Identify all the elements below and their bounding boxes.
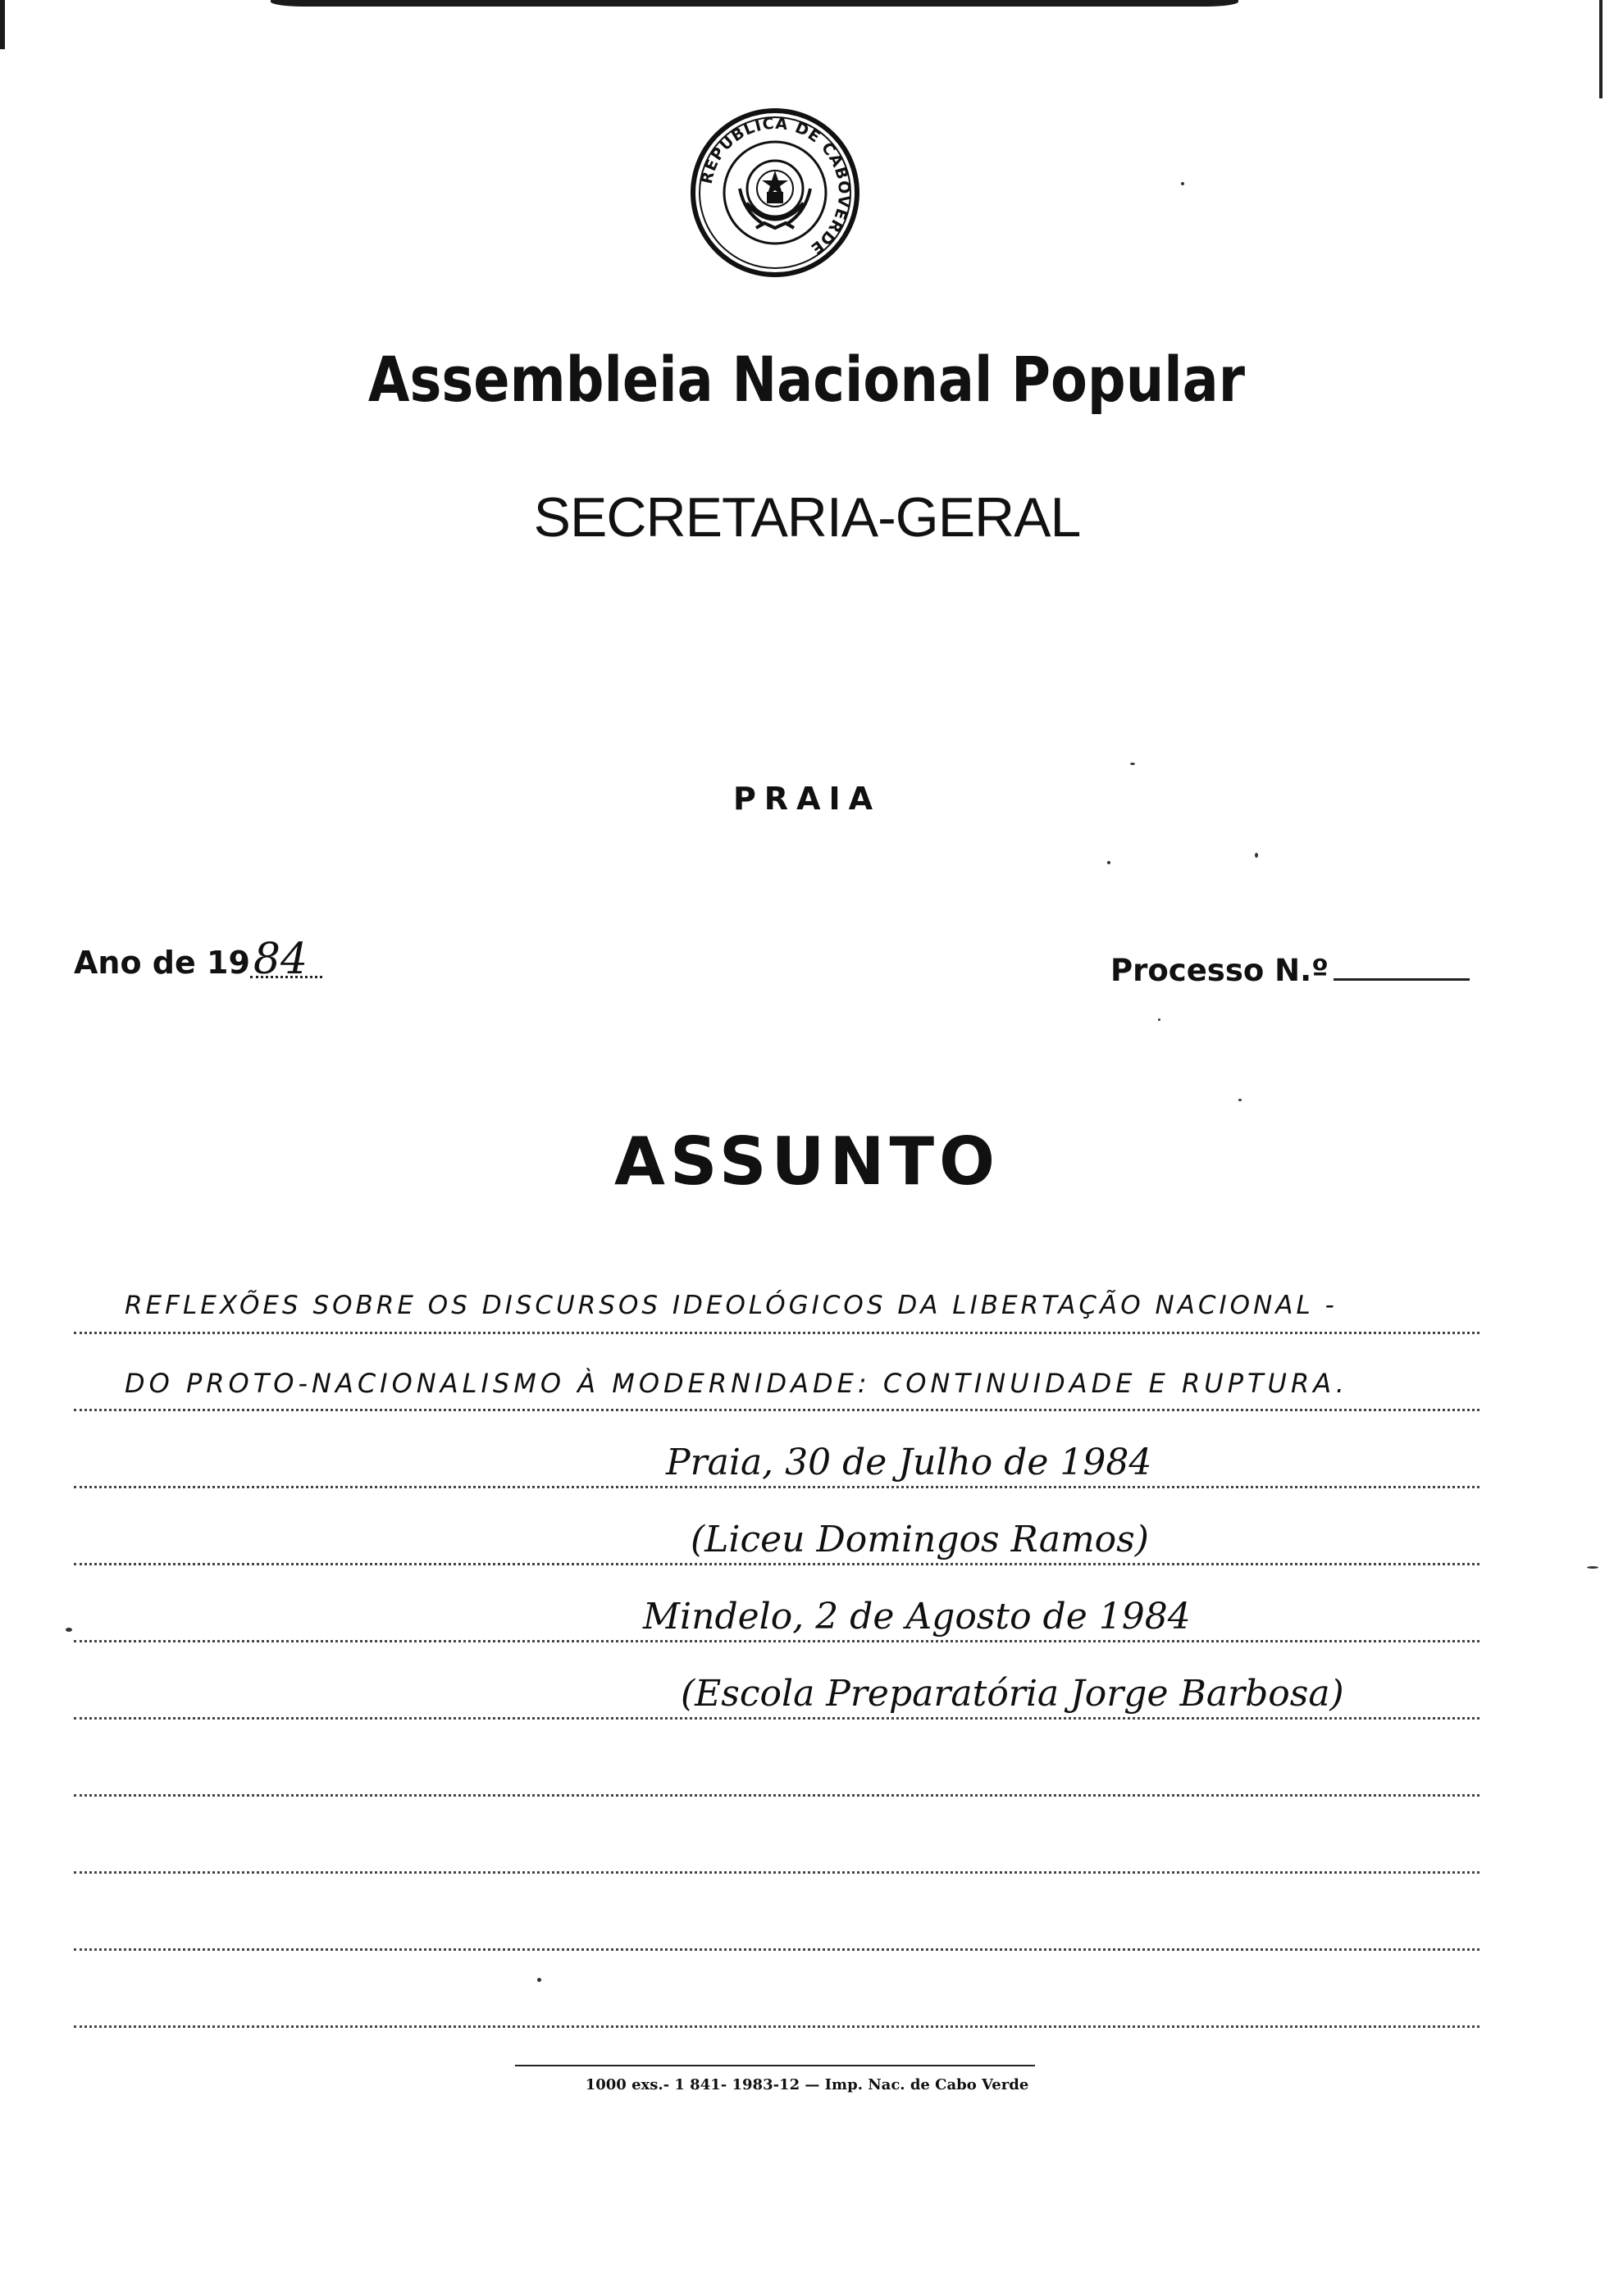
year-label: Ano de 19 bbox=[74, 945, 250, 981]
subject-rule bbox=[74, 1640, 1480, 1642]
subject-rule bbox=[74, 1486, 1480, 1488]
process-number-field bbox=[1110, 953, 1470, 988]
subject-line-5: Mindelo, 2 de Agosto de 1984 bbox=[643, 1596, 1191, 1638]
scan-edge-right bbox=[1599, 0, 1603, 98]
department-title: SECRETARIA-GERAL bbox=[533, 486, 1081, 549]
scan-speck bbox=[1181, 182, 1184, 185]
subject-heading: ASSUNTO bbox=[613, 1123, 1001, 1200]
printer-note: 1000 exs.- 1 841- 1983-12 — Imp. Nac. de Cabo Verde bbox=[585, 2076, 1029, 2093]
subject-rule bbox=[74, 1563, 1480, 1565]
seal-ring-text: REPUBLICA DE CABOVERDE bbox=[697, 114, 854, 258]
year-value: 84 bbox=[250, 943, 322, 978]
scan-speck bbox=[1130, 763, 1135, 765]
scan-speck bbox=[1587, 1566, 1598, 1569]
scan-edge-top bbox=[271, 0, 1238, 7]
subject-line-2: DO PROTO-NACIONALISMO À MODERNIDADE: CONTINUIDADE E RUPTURA. bbox=[125, 1368, 1348, 1399]
scan-speck bbox=[66, 1628, 72, 1632]
organization-title: Assembleia Nacional Popular bbox=[367, 343, 1245, 416]
republic-seal-icon bbox=[689, 107, 861, 279]
scan-speck bbox=[537, 1978, 541, 1982]
scan-speck bbox=[1158, 1018, 1160, 1021]
subject-rule bbox=[74, 1794, 1480, 1797]
subject-rule bbox=[74, 1332, 1480, 1334]
scan-speck bbox=[1107, 861, 1110, 864]
subject-line-6: (Escola Preparatória Jorge Barbosa) bbox=[681, 1673, 1344, 1715]
subject-rule bbox=[74, 1409, 1480, 1411]
subject-line-1: REFLEXÕES SOBRE OS DISCURSOS IDEOLÓGICOS DA LIBERTAÇÃO NACIONAL - bbox=[125, 1291, 1338, 1320]
process-number-blank bbox=[1334, 954, 1470, 981]
subject-line-3: Praia, 30 de Julho de 1984 bbox=[666, 1442, 1152, 1483]
subject-rule bbox=[74, 1948, 1480, 1951]
process-label: Processo N.º bbox=[1110, 953, 1329, 988]
subject-rule bbox=[74, 2025, 1480, 2028]
year-field bbox=[74, 935, 322, 984]
subject-rule bbox=[74, 1871, 1480, 1874]
subject-line-4: (Liceu Domingos Ramos) bbox=[691, 1519, 1149, 1560]
scan-edge-left bbox=[0, 0, 5, 49]
subject-rule bbox=[74, 1717, 1480, 1720]
scan-speck bbox=[1255, 853, 1258, 858]
scan-speck bbox=[1238, 1099, 1242, 1101]
footer-divider bbox=[515, 2065, 1035, 2066]
city-label: PRAIA bbox=[732, 781, 882, 817]
